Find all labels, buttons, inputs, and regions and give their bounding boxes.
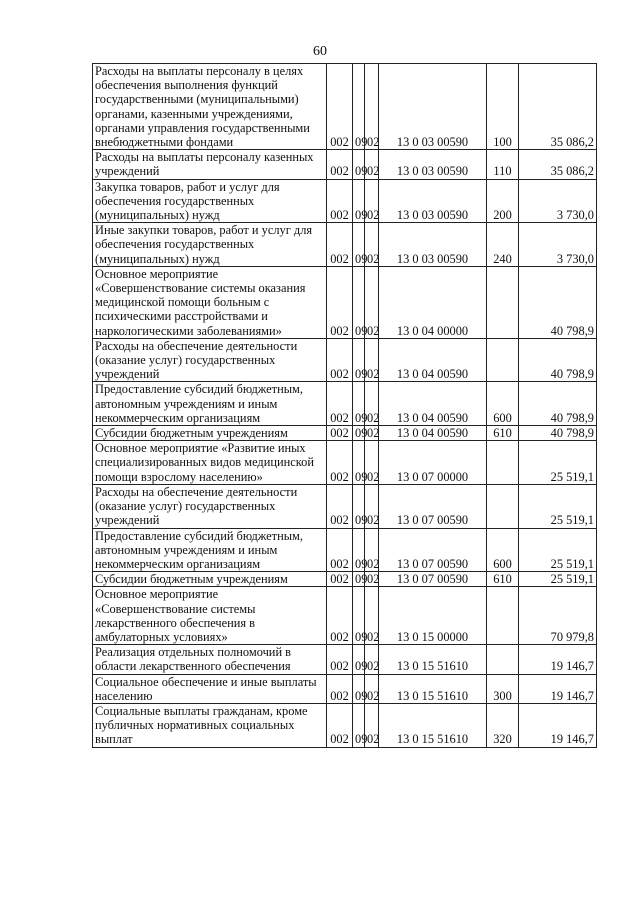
row-expense-type [487,587,519,645]
row-amount: 40 798,9 [519,382,597,426]
row-amount: 25 519,1 [519,572,597,587]
row-subsection-code: 02 [365,674,379,703]
row-amount: 25 519,1 [519,441,597,485]
row-admin-code: 002 [327,150,353,179]
row-expense-type: 600 [487,382,519,426]
row-section-code: 09 [353,587,365,645]
row-section-code: 09 [353,338,365,382]
row-subsection-code: 02 [365,64,379,150]
row-admin-code: 002 [327,426,353,441]
row-expense-type: 200 [487,179,519,223]
row-amount: 40 798,9 [519,266,597,338]
row-target-article: 13 0 03 00590 [379,64,487,150]
row-section-code: 09 [353,441,365,485]
table-row [93,484,597,528]
row-expense-type [487,266,519,338]
row-target-article: 13 0 03 00590 [379,179,487,223]
row-expense-type: 300 [487,674,519,703]
row-target-article: 13 0 07 00590 [379,572,487,587]
row-target-article: 13 0 03 00590 [379,150,487,179]
row-section-code: 09 [353,484,365,528]
row-admin-code: 002 [327,572,353,587]
row-name: Основное мероприятие «Совершенствование системы лекарственного обеспечения в амбулаторных условиях» [93,587,327,645]
row-subsection-code: 02 [365,150,379,179]
row-expense-type: 240 [487,223,519,267]
row-section-code: 09 [353,528,365,572]
row-admin-code: 002 [327,223,353,267]
table-row [93,382,597,426]
row-name: Субсидии бюджетным учреждениям [93,426,327,441]
table-row [93,426,597,441]
table-row [93,64,597,150]
row-amount: 19 146,7 [519,645,597,674]
row-section-code: 09 [353,572,365,587]
row-subsection-code: 02 [365,484,379,528]
row-name: Субсидии бюджетным учреждениям [93,572,327,587]
row-amount: 35 086,2 [519,64,597,150]
row-subsection-code: 02 [365,266,379,338]
row-section-code: 09 [353,645,365,674]
row-target-article: 13 0 15 51610 [379,703,487,747]
row-subsection-code: 02 [365,382,379,426]
row-section-code: 09 [353,703,365,747]
row-name: Социальные выплаты гражданам, кроме публичных нормативных социальных выплат [93,703,327,747]
row-amount: 40 798,9 [519,426,597,441]
row-admin-code: 002 [327,528,353,572]
row-expense-type: 610 [487,572,519,587]
row-section-code: 09 [353,426,365,441]
row-admin-code: 002 [327,703,353,747]
row-amount: 19 146,7 [519,703,597,747]
table-row [93,223,597,267]
row-admin-code: 002 [327,441,353,485]
row-amount: 40 798,9 [519,338,597,382]
row-name: Расходы на обеспечение деятельности (оказание услуг) государственных учреждений [93,338,327,382]
row-admin-code: 002 [327,484,353,528]
row-subsection-code: 02 [365,572,379,587]
row-subsection-code: 02 [365,441,379,485]
row-target-article: 13 0 15 51610 [379,645,487,674]
row-target-article: 13 0 15 00000 [379,587,487,645]
row-target-article: 13 0 07 00590 [379,484,487,528]
row-expense-type: 320 [487,703,519,747]
row-name: Расходы на обеспечение деятельности (оказание услуг) государственных учреждений [93,484,327,528]
row-target-article: 13 0 07 00000 [379,441,487,485]
row-admin-code: 002 [327,64,353,150]
row-amount: 19 146,7 [519,674,597,703]
table-row [93,441,597,485]
row-name: Реализация отдельных полномочий в области лекарственного обеспечения [93,645,327,674]
row-expense-type [487,441,519,485]
row-name: Социальное обеспечение и иные выплаты населению [93,674,327,703]
row-subsection-code: 02 [365,338,379,382]
row-target-article: 13 0 04 00000 [379,266,487,338]
table-row [93,150,597,179]
row-section-code: 09 [353,64,365,150]
table-row [93,338,597,382]
row-amount: 25 519,1 [519,484,597,528]
row-admin-code: 002 [327,179,353,223]
row-amount: 3 730,0 [519,179,597,223]
row-section-code: 09 [353,150,365,179]
row-name: Основное мероприятие «Развитие иных специализированных видов медицинской помощи взрослому населению» [93,441,327,485]
table-row [93,266,597,338]
row-expense-type [487,484,519,528]
table-row [93,528,597,572]
row-name: Предоставление субсидий бюджетным, автономным учреждениям и иным некоммерческим организациям [93,382,327,426]
row-admin-code: 002 [327,382,353,426]
row-admin-code: 002 [327,338,353,382]
row-section-code: 09 [353,223,365,267]
row-admin-code: 002 [327,645,353,674]
row-expense-type: 610 [487,426,519,441]
row-admin-code: 002 [327,266,353,338]
budget-table-body [93,64,597,748]
table-row [93,572,597,587]
row-expense-type: 100 [487,64,519,150]
row-subsection-code: 02 [365,703,379,747]
row-admin-code: 002 [327,674,353,703]
row-section-code: 09 [353,266,365,338]
row-subsection-code: 02 [365,179,379,223]
row-target-article: 13 0 04 00590 [379,338,487,382]
row-target-article: 13 0 15 51610 [379,674,487,703]
row-expense-type: 110 [487,150,519,179]
row-admin-code: 002 [327,587,353,645]
row-section-code: 09 [353,382,365,426]
row-expense-type [487,338,519,382]
table-row [93,674,597,703]
row-name: Основное мероприятие «Совершенствование системы оказания медицинской помощи больным с психическими расстройствами и наркологическими заболеваниями» [93,266,327,338]
page-number: 60 [313,44,327,59]
row-name: Предоставление субсидий бюджетным, автономным учреждениям и иным некоммерческим организациям [93,528,327,572]
budget-table [92,63,597,748]
row-name: Расходы на выплаты персоналу казенных учреждений [93,150,327,179]
table-row [93,645,597,674]
table-row [93,179,597,223]
row-target-article: 13 0 03 00590 [379,223,487,267]
row-amount: 70 979,8 [519,587,597,645]
row-subsection-code: 02 [365,645,379,674]
row-expense-type [487,645,519,674]
row-expense-type: 600 [487,528,519,572]
row-name: Иные закупки товаров, работ и услуг для обеспечения государственных (муниципальных) нужд [93,223,327,267]
row-section-code: 09 [353,674,365,703]
row-name: Расходы на выплаты персоналу в целях обеспечения выполнения функций государственными (муниципальными) органами, казенными учреждениями, органами управления государственными внебюджетными фондами [93,64,327,150]
row-subsection-code: 02 [365,426,379,441]
row-subsection-code: 02 [365,528,379,572]
table-row [93,587,597,645]
row-subsection-code: 02 [365,223,379,267]
row-target-article: 13 0 04 00590 [379,426,487,441]
row-subsection-code: 02 [365,587,379,645]
row-amount: 35 086,2 [519,150,597,179]
row-target-article: 13 0 07 00590 [379,528,487,572]
row-amount: 25 519,1 [519,528,597,572]
row-name: Закупка товаров, работ и услуг для обеспечения государственных (муниципальных) нужд [93,179,327,223]
row-amount: 3 730,0 [519,223,597,267]
table-row [93,703,597,747]
row-section-code: 09 [353,179,365,223]
row-target-article: 13 0 04 00590 [379,382,487,426]
